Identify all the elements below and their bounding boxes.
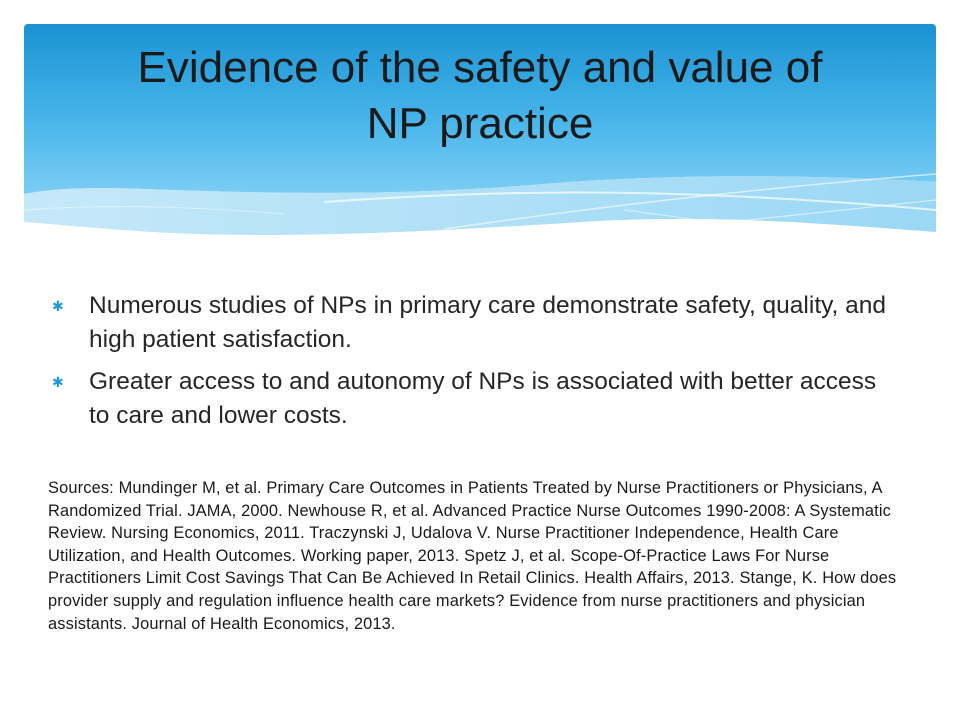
sources-text: Sources: Mundinger M, et al. Primary Care Outcomes in Patients Treated by Nurse Practitioners or Physicians, A Randomized Trial. JAMA, 2000. Newhouse R, et al. Advanced Practice Nurse Outcomes 1990-2008: A Systematic Review. Nursing Economics, 2011. Traczynski J, Udalova V. Nurse Practitioner Independence, Health Care Utilization, and Health Outcomes. Working paper, 2013. Spetz J, et al. Scope-Of-Practice Laws For Nurse Practitioners Limit Cost Savings That Can Be Achieved In Retail Clinics. Health Affairs, 2013. Stange, K. How does provider supply and regulation influence health care markets? Evidence from nurse practitioners and physician assistants. Journal of Health Economics, 2013. — [48, 479, 897, 633]
bullet-text: Greater access to and autonomy of NPs is associated with better access to care and lower costs. — [89, 368, 877, 429]
title-line-2: NP practice — [366, 99, 594, 148]
bullet-item — [52, 289, 902, 357]
title-line-1: Evidence of the safety and value of — [137, 43, 823, 92]
asterisk-bullet-icon: ✱ — [52, 298, 64, 314]
bullet-item — [52, 365, 902, 433]
slide-title — [24, 40, 936, 152]
bullet-list — [52, 289, 902, 441]
bullet-text: Numerous studies of NPs in primary care demonstrate safety, quality, and high patient satisfaction. — [89, 292, 887, 353]
asterisk-bullet-icon: ✱ — [52, 374, 64, 390]
